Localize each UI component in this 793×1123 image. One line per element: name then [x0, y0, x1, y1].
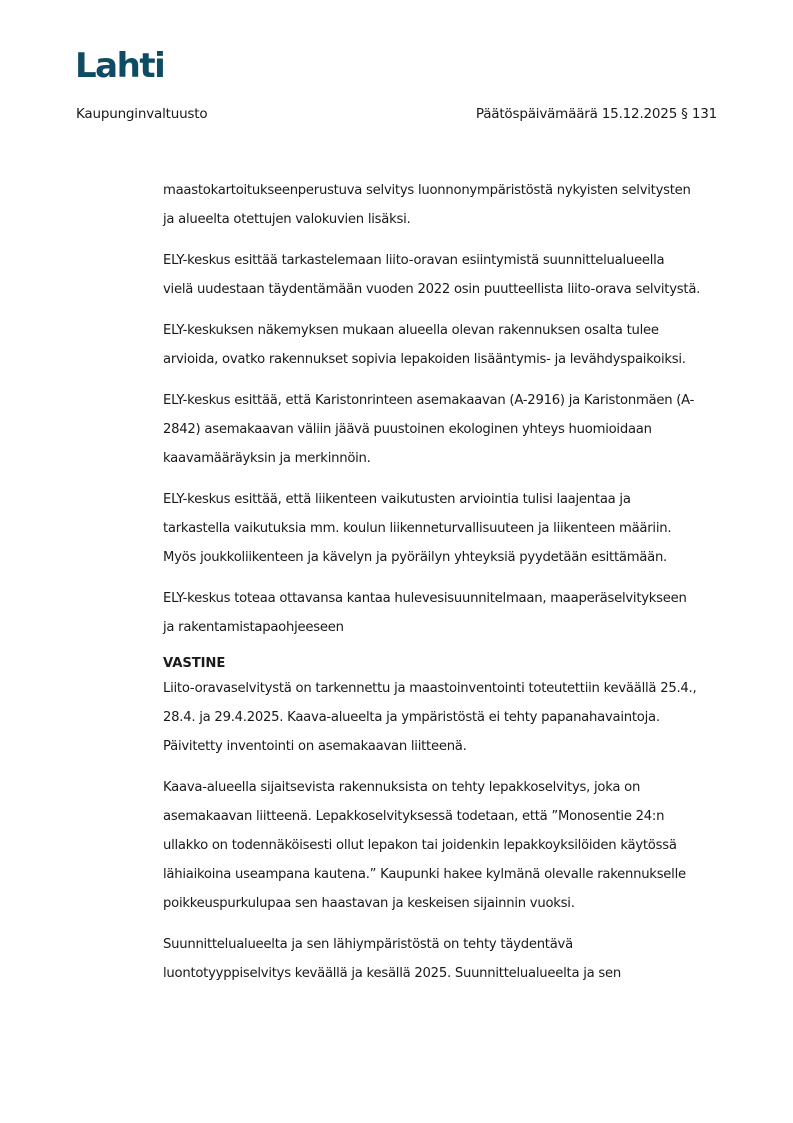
- text-line: ELY-keskuksen näkemyksen mukaan alueella olevan rakennuksen osalta tulee: [163, 323, 659, 338]
- paragraph: [163, 386, 723, 473]
- text-line: Päivitetty inventointi on asemakaavan liitteenä.: [163, 739, 467, 754]
- text-line: Kaava-alueella sijaitsevista rakennuksista on tehty lepakkoselvitys, joka on: [163, 780, 641, 795]
- paragraph: [163, 246, 723, 304]
- text-line: Myös joukkoliikenteen ja kävelyn ja pyöräilyn yhteyksiä pyydetään esittämään.: [163, 550, 667, 565]
- document-body: [163, 176, 723, 1000]
- text-line: ELY-keskus toteaa ottavansa kantaa hulevesisuunnitelmaan, maaperäselvitykseen: [163, 591, 687, 606]
- logo-text: Lahti: [75, 46, 165, 82]
- header-decision-date: Päätöspäivämäärä 15.12.2025 § 131: [475, 106, 717, 122]
- text-line: 28.4. ja 29.4.2025. Kaava-alueelta ja ympäristöstä ei tehty papanahavaintoja.: [163, 710, 660, 725]
- text-line: Liito-oravaselvitystä on tarkennettu ja maastoinventointi toteutettiin keväällä 25.4.,: [163, 681, 697, 696]
- text-line: 2842) asemakaavan väliin jäävä puustoinen ekologinen yhteys huomioidaan: [163, 422, 652, 437]
- text-line: ELY-keskus esittää, että liikenteen vaikutusten arviointia tulisi laajentaa ja: [163, 492, 631, 507]
- lahti-logo: [75, 46, 167, 82]
- text-line: poikkeuspurkulupaa sen haastavan ja keskeisen sijainnin vuoksi.: [163, 896, 575, 911]
- text-line: ja rakentamistapaohjeeseen: [163, 620, 344, 635]
- paragraphs-before: [163, 176, 723, 642]
- text-line: maastokartoitukseenperustuva selvitys luonnonympäristöstä nykyisten selvitysten: [163, 183, 691, 198]
- paragraph: [163, 773, 723, 918]
- text-line: ELY-keskus esittää tarkastelemaan liito-oravan esiintymistä suunnittelualueella: [163, 253, 665, 268]
- text-line: luontotyyppiselvitys keväällä ja kesällä 2025. Suunnittelualueelta ja sen: [163, 966, 621, 981]
- paragraph: [163, 584, 723, 642]
- paragraph: [163, 176, 723, 234]
- text-line: Suunnittelualueelta ja sen lähiympäristöstä on tehty täydentävä: [163, 937, 573, 952]
- paragraphs-after: [163, 674, 723, 988]
- header-organization: Kaupunginvaltuusto: [76, 106, 208, 122]
- text-line: kaavamääräyksin ja merkinnöin.: [163, 451, 371, 466]
- section-heading-vastine: VASTINE: [163, 656, 226, 671]
- paragraph: [163, 930, 723, 988]
- paragraph: [163, 316, 723, 374]
- paragraph: [163, 674, 723, 761]
- paragraph: [163, 485, 723, 572]
- text-line: arvioida, ovatko rakennukset sopivia lepakoiden lisääntymis- ja levähdyspaikoiksi.: [163, 352, 686, 367]
- text-line: ELY-keskus esittää, että Karistonrinteen asemakaavan (A-2916) ja Karistonmäen (A-: [163, 393, 695, 408]
- text-line: tarkastella vaikutuksia mm. koulun liikenneturvallisuuteen ja liikenteen määriin.: [163, 521, 672, 536]
- text-line: asemakaavan liitteenä. Lepakkoselvityksessä todetaan, että ”Monosentie 24:n: [163, 809, 665, 824]
- text-line: lähiaikoina useampana kautena.” Kaupunki hakee kylmänä olevalle rakennukselle: [163, 867, 686, 882]
- text-line: ja alueelta otettujen valokuvien lisäksi.: [163, 212, 411, 227]
- text-line: ullakko on todennäköisesti ollut lepakon tai joidenkin lepakkoyksilöiden käytössä: [163, 838, 677, 853]
- text-line: vielä uudestaan täydentämään vuoden 2022 osin puutteellista liito-orava selvitystä.: [163, 282, 701, 297]
